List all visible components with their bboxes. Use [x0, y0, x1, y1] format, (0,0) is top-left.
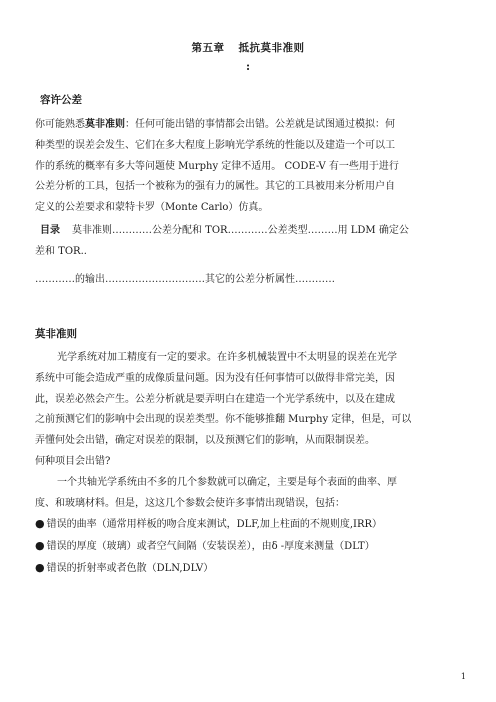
intro-line-1: 你可能熟悉莫非准则：任何可能出错的事情都会出错。公差就是试图通过模拟：何 [35, 119, 395, 130]
chapter-title [0, 40, 496, 55]
section-heading-tolerance: 容许公差 [40, 94, 82, 106]
intro-paragraph [35, 115, 461, 219]
bullet-icon: ● [35, 517, 45, 531]
toc-line-1: 莫非准则…………公差分配和 TOR…………公差类型………用 LDM 确定公 [72, 225, 409, 236]
bullet-item: ● 错误的折射率或者色散（DLN,DLV） [35, 560, 214, 574]
toc-line-2: 差和 TOR.. [35, 245, 87, 257]
bullet-icon: ● [35, 560, 45, 574]
murphy-paragraph [35, 348, 461, 580]
params-line-2: 度、和玻璃材料。但是，这这几个参数会使许多事情出现错误，包括： [35, 497, 345, 509]
params-line-1: 一个共轴光学系统由不多的几个参数就可以确定，主要是每个表面的曲率、厚 [57, 476, 397, 488]
murphy-line-3: 此，误差必然会产生。公差分析就是要弄明白在建造一个光学系统中，以及在建成 [35, 393, 395, 405]
murphy-law-term: 莫非准则 [85, 119, 125, 130]
bullet-item: ● 错误的厚度（玻璃）或者空气间隔（安装误差），由δ -厚度来测量（DLT） [35, 539, 375, 553]
bullet-item: ● 错误的曲率（通常用样板的吻合度来测试，DLF,加上柱面的不规则度,IRR） [35, 517, 383, 531]
intro-line-4: 公差分析的工具，包括一个被称为的强有力的属性。其它的工具被用来分析用户自 [35, 181, 395, 193]
question-line: 何种项目会出错? [35, 455, 111, 467]
toc-label: 目录 [40, 225, 60, 236]
intro-line-3: 作的系统的概率有多大等问题使 Murphy 定律不适用。 CODE-V 有一些用于进行 [35, 160, 399, 172]
murphy-line-5: 弄懂何处会出错，确定对误差的限制，以及预测它们的影响，从而限制误差。 [35, 435, 375, 447]
bullet-icon: ● [35, 539, 45, 553]
page-number: 1 [460, 672, 466, 681]
chapter-name: 抵抗莫非准则 [238, 42, 305, 54]
chapter-number: 第五章 [191, 42, 225, 54]
murphy-line-1: 光学系统对加工精度有一定的要求。在许多机械装置中不太明显的误差在光学 [57, 352, 397, 363]
intro-line-2: 种类型的误差会发生、它们在多大程度上影响光学系统的性能以及建造一个可以工 [35, 139, 395, 151]
murphy-line-2: 系统中可能会造成严重的成像质量问题。因为没有任何事情可以做得非常完美，因 [35, 372, 395, 384]
table-of-contents [35, 221, 461, 290]
section-heading-murphy: 莫非准则 [35, 328, 77, 340]
toc-line-3: …………的输出…………………………其它的公差分析属性………… [35, 273, 335, 285]
intro-line-5: 定义的公差要求和蒙特卡罗（Monte Carlo）仿真。 [35, 202, 269, 214]
colon-mark: : [245, 60, 251, 73]
murphy-line-4: 之前预测它们的影响中会出现的误差类型。你不能够推翻 Murphy 定律，但是，可以 [35, 414, 412, 426]
